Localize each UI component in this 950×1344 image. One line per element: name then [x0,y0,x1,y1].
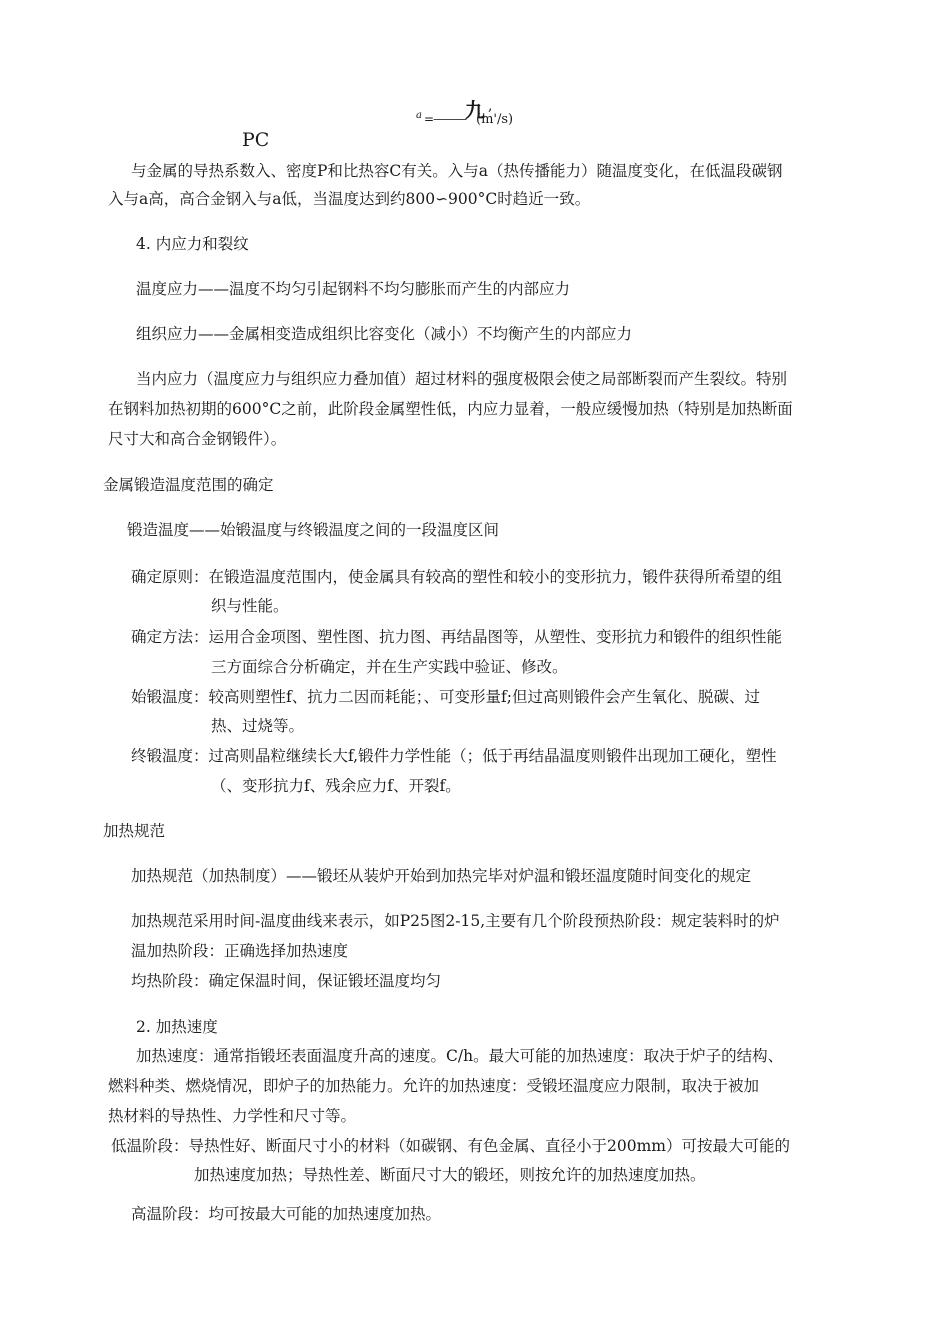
list-item: 确定原则：在锻造温度范围内，使金属具有较高的塑性和较小的变形抗力，锻件获得所希望的组 [131,568,783,586]
paragraph-line: 均热阶段：确定保温时间，保证锻坯温度均匀 [131,972,442,990]
section-heading: 加热规范 [103,822,166,840]
list-item: 确定方法：运用合金项图、塑性图、抗力图、再结晶图等，从塑性、变形抗力和锻件的组织性能 [131,628,783,646]
list-item-continuation: 织与性能。 [211,597,289,615]
paragraph-line: 温加热阶段：正确选择加热速度 [131,942,349,960]
list-item-continuation: 热、过烧等。 [211,717,305,735]
formula-comma: , [488,98,493,114]
paragraph-line: 加热规范采用时间-温度曲线来表示，如P25图2-15,主要有几个阶段预热阶段：规定装料时的炉 [131,912,780,930]
paragraph-line: 燃料种类、燃烧情况，即炉子的加热能力。允许的加热速度：受锻坯温度应力限制，取决于被加 [108,1077,760,1095]
list-item: 低温阶段：导热性好、断面尺寸小的材料（如碳钢、有色金属、直径小于200mm）可按最大可能的 [111,1137,790,1155]
definition-line: 锻造温度——始锻温度与终锻温度之间的一段温度区间 [127,521,500,539]
definition-line: 组织应力——金属相变造成组织比容变化（减小）不均衡产生的内部应力 [136,325,633,343]
list-item-continuation: 加热速度加热；导热性差、断面尺寸大的锻坯，则按允许的加热速度加热。 [194,1166,706,1184]
paragraph-line: 尺寸大和高合金钢锻件）。 [108,430,287,448]
formula-symbol: a [416,110,422,121]
definition-line: 加热规范（加热制度）——锻坯从装炉开始到加热完毕对炉温和锻坯温度随时间变化的规定 [131,867,752,885]
list-item: 终锻温度：过高则晶粒继续长大f,锻件力学性能（；低于再结晶温度则锻件出现加工硬化，塑性 [131,747,777,765]
list-item-continuation: （、变形抗力f、残余应力f、开裂f。 [211,777,461,795]
paragraph-line: 热材料的导热性、力学性和尺寸等。 [108,1107,357,1125]
list-item: 高温阶段：均可按最大可能的加热速度加热。 [131,1205,442,1223]
paragraph-line: 当内应力（温度应力与组织应力叠加值）超过材料的强度极限会使之局部断裂而产生裂纹。特别 [136,370,788,388]
formula-denominator: PC [242,129,270,151]
paragraph-line: 入与a高，高合金钢入与a低，当温度达到约800∽900°C时趋近一致。 [108,190,591,208]
list-item: 始锻温度：较高则塑性f、抗力二因而耗能；、可变形量f;但过高则锻件会产生氧化、脱碳、过 [131,688,760,706]
paragraph-line: 加热速度：通常指锻坯表面温度升高的速度。C/h。最大可能的加热速度：取决于炉子的结构、 [136,1047,784,1065]
section-heading: 金属锻造温度范围的确定 [103,476,274,494]
section-heading: 2. 加热速度 [136,1018,218,1036]
list-item-continuation: 三方面综合分析确定，并在生产实践中验证、修改。 [211,658,568,676]
section-heading: 4. 内应力和裂纹 [136,235,249,253]
formula-unit: (m'/s) [476,112,514,127]
formula-numerator: 九 [465,98,485,122]
formula-equals: =——— [424,112,467,126]
paragraph-line: 在钢料加热初期的600°C之前，此阶段金属塑性低，内应力显着，一般应缓慢加热（特别是加热断面 [108,400,793,418]
definition-line: 温度应力——温度不均匀引起钢料不均匀膨胀而产生的内部应力 [136,280,571,298]
paragraph-line: 与金属的导热系数入、密度P和比热容C有关。入与a（热传播能力）随温度变化，在低温段碳钢 [131,162,783,180]
